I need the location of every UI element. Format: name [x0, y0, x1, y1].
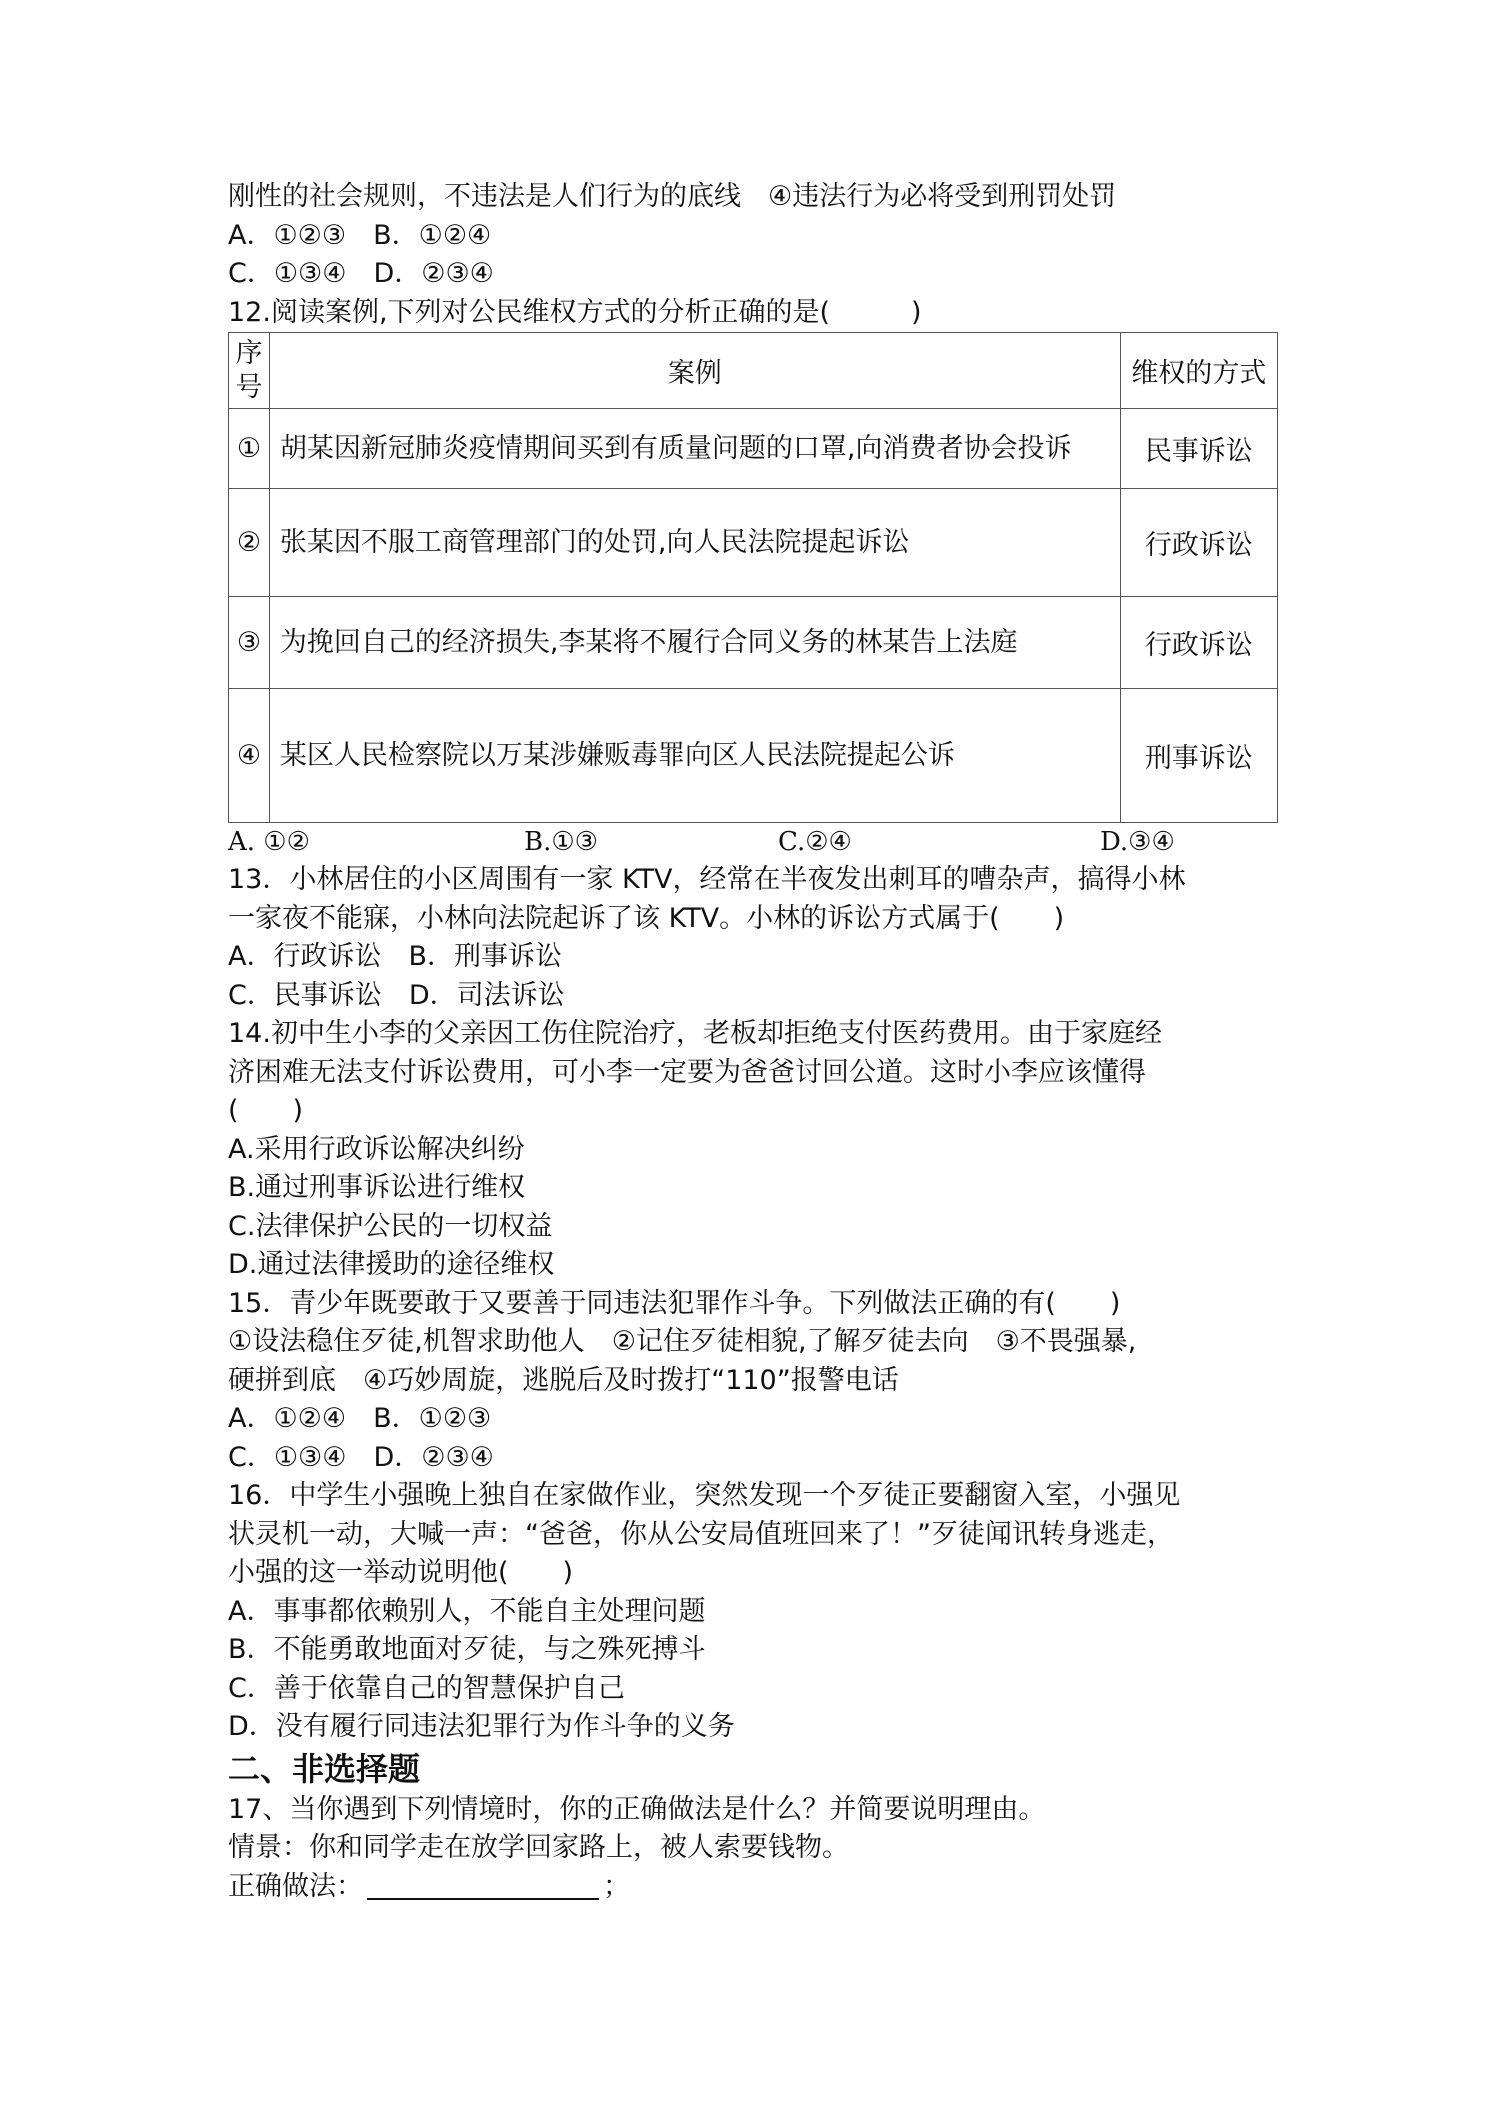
q12-option-a: A. ①②: [228, 827, 310, 857]
table-row: [229, 489, 1278, 597]
q12-option-b: B.①③: [524, 827, 598, 857]
q11-tail-line: 刚性的社会规则，不违法是人们行为的底线 ④违法行为必将受到刑罚处罚: [228, 181, 1117, 212]
row-no: ④: [229, 689, 270, 823]
header-type: 维权的方式: [1120, 333, 1277, 409]
q17-scene: 情景：你和同学走在放学回家路上，被人索要钱物。: [228, 1832, 849, 1863]
q17-stem: 17、当你遇到下列情境时，你的正确做法是什么？并简要说明理由。: [228, 1793, 1046, 1825]
q13-options-line1: A．行政诉讼 B．刑事诉讼: [228, 941, 562, 972]
q16-stem-line1: 16．中学生小强晚上独自在家做作业，突然发现一个歹徒正要翻窗入室，小强见: [228, 1480, 1181, 1511]
q14-option-d: D.通过法律援助的途径维权: [228, 1249, 555, 1280]
table-row: [229, 409, 1278, 489]
row-case: 某区人民检察院以万某涉嫌贩毒罪向区人民法院提起公诉: [269, 689, 1120, 823]
row-type: 行政诉讼: [1120, 489, 1277, 597]
row-no: ①: [229, 409, 270, 489]
table-row: [229, 689, 1278, 823]
q11-options-line1: A．①②③ B．①②④: [228, 219, 492, 251]
q16-option-c: C．善于依靠自己的智慧保护自己: [228, 1672, 625, 1704]
row-type: 刑事诉讼: [1120, 689, 1277, 823]
q14-stem-line3: ( ): [228, 1095, 304, 1126]
row-type: 民事诉讼: [1120, 409, 1277, 489]
table-row: [229, 597, 1278, 689]
q12-options: [228, 823, 1278, 861]
row-case: 张某因不服工商管理部门的处罚,向人民法院提起诉讼: [269, 489, 1120, 597]
q17-answer-end: ；: [603, 1870, 630, 1902]
q14-stem-line1: 14.初中生小李的父亲因工伤住院治疗，老板却拒绝支付医药费用。由于家庭经: [228, 1018, 1162, 1049]
q17-answer-line: [228, 1868, 1278, 1907]
q13-stem-line1: 13．小林居住的小区周围有一家 KTV，经常在半夜发出刺耳的嘈杂声，搞得小林: [228, 864, 1186, 895]
row-no: ②: [229, 489, 270, 597]
q15-items-line2: 硬拼到底 ④巧妙周旋，逃脱后及时拨打“110”报警电话: [228, 1364, 899, 1396]
q14-stem-line2: 济困难无法支付诉讼费用，可小李一定要为爸爸讨回公道。这时小李应该懂得: [228, 1056, 1146, 1088]
q14-option-b: B.通过刑事诉讼进行维权: [228, 1172, 526, 1203]
row-no: ③: [229, 597, 270, 689]
q13-options-line2: C．民事诉讼 D．司法诉讼: [228, 979, 565, 1011]
q12-case-table: [228, 332, 1278, 823]
q16-stem-line3: 小强的这一举动说明他( ): [228, 1557, 574, 1588]
q14-option-c: C.法律保护公民的一切权益: [228, 1210, 553, 1242]
q16-stem-line2: 状灵机一动，大喊一声：“爸爸，你从公安局值班回来了！”歹徒闻讯转身逃走，: [228, 1518, 1174, 1550]
q12-option-c: C.②④: [778, 827, 852, 857]
q16-option-b: B．不能勇敢地面对歹徒，与之殊死搏斗: [228, 1634, 706, 1665]
header-no: 序号: [229, 333, 270, 409]
q11-options-line2: C．①③④ D．②③④: [228, 258, 494, 289]
q15-options-line2: C．①③④ D．②③④: [228, 1441, 494, 1473]
table-header-row: [229, 333, 1278, 409]
q15-stem: 15．青少年既要敢于又要善于同违法犯罪作斗争。下列做法正确的有( ): [228, 1287, 1121, 1319]
row-case: 胡某因新冠肺炎疫情期间买到有质量问题的口罩,向消费者协会投诉: [269, 409, 1120, 489]
section-title: 二、非选择题: [228, 1749, 421, 1788]
header-case: 案例: [269, 333, 1120, 409]
q16-option-d: D．没有履行同违法犯罪行为作斗争的义务: [228, 1711, 735, 1742]
page-content: [228, 178, 1278, 1906]
q12-option-d: D.③④: [1100, 827, 1175, 857]
q15-options-line1: A．①②④ B．①②③: [228, 1403, 492, 1434]
row-type: 行政诉讼: [1120, 597, 1277, 689]
q17-answer-label: 正确做法：: [228, 1870, 363, 1902]
q13-stem-line2: 一家夜不能寐，小林向法院起诉了该 KTV。小林的诉讼方式属于( ): [228, 902, 1065, 934]
row-case: 为挽回自己的经济损失,李某将不履行合同义务的林某告上法庭: [269, 597, 1120, 689]
q12-stem: 12.阅读案例,下列对公民维权方式的分析正确的是( ): [228, 296, 922, 328]
q14-option-a: A.采用行政诉讼解决纠纷: [228, 1133, 525, 1165]
q15-items-line1: ①设法稳住歹徒,机智求助他人 ②记住歹徒相貌,了解歹徒去向 ③不畏强暴,: [228, 1326, 1137, 1357]
q16-option-a: A．事事都依赖别人，不能自主处理问题: [228, 1595, 706, 1627]
answer-blank[interactable]: [367, 1870, 599, 1900]
